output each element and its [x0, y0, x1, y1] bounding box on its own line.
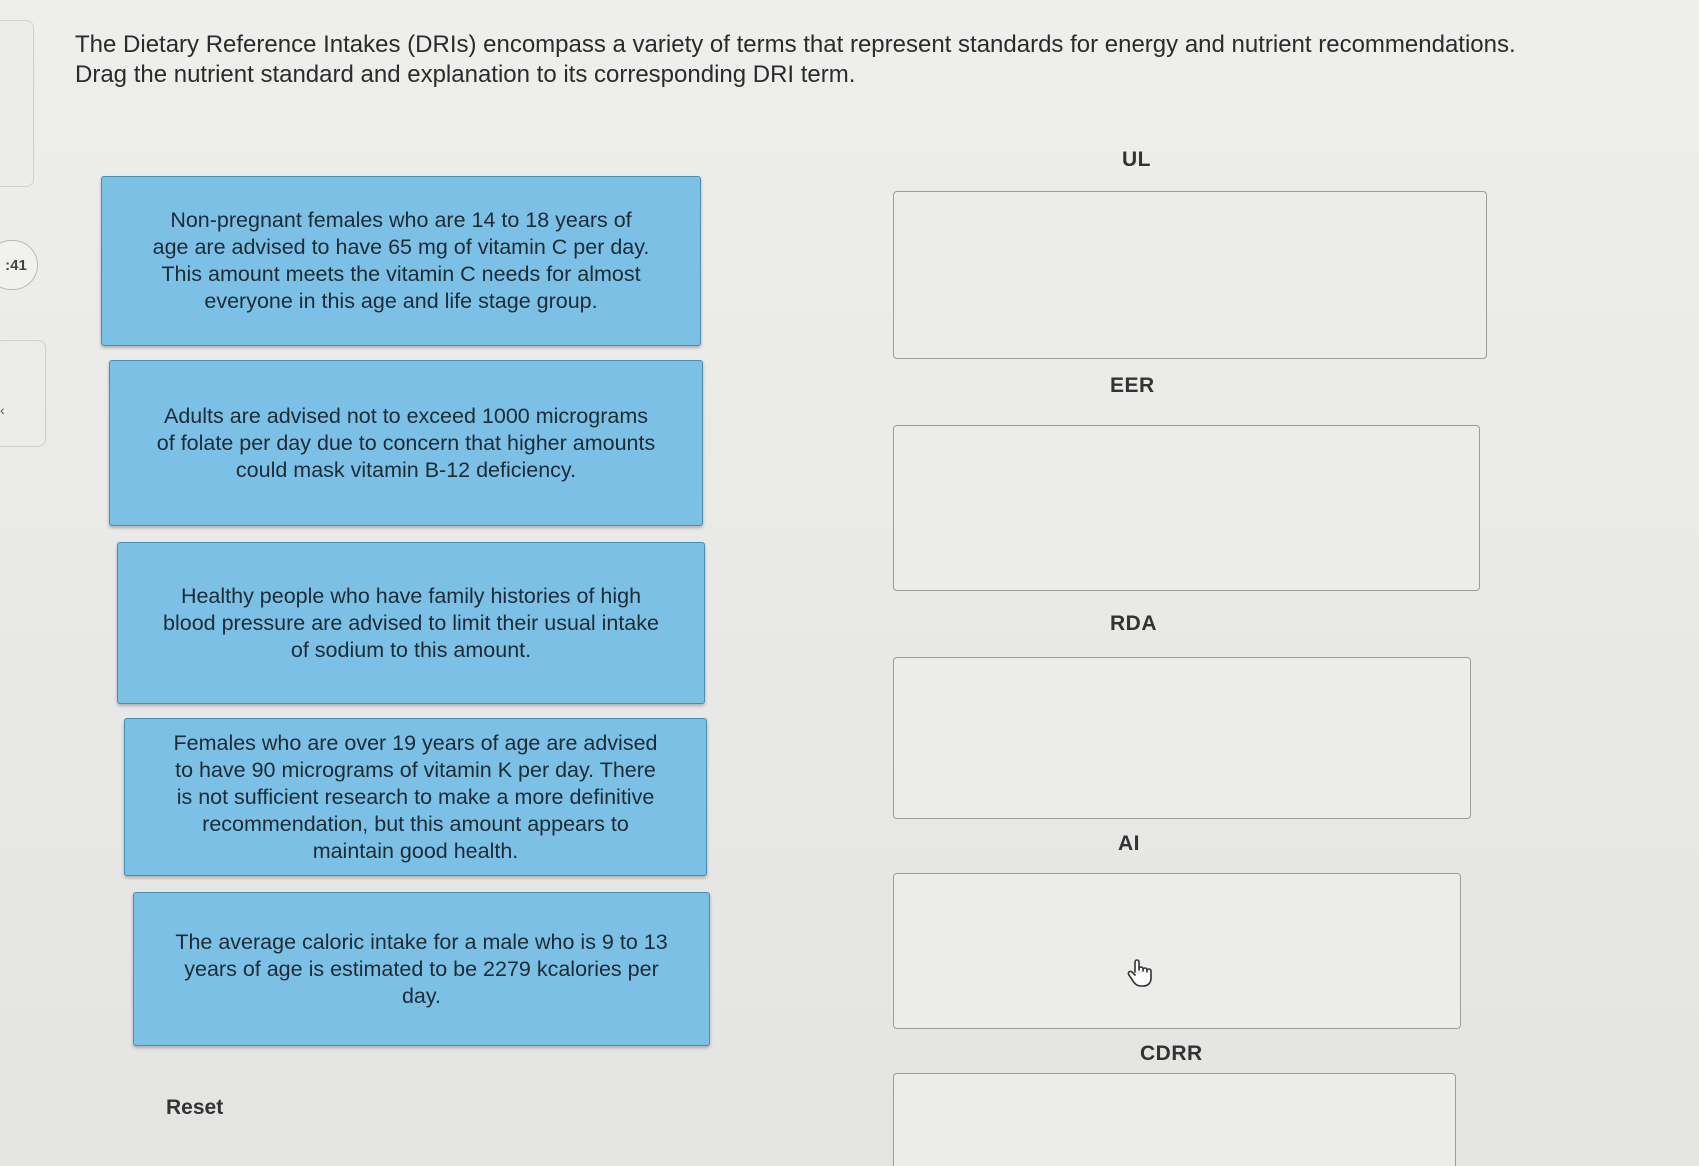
dropzone-cdrr[interactable]: [893, 1073, 1456, 1166]
term-label-rda: RDA: [1110, 612, 1157, 635]
instructions-line-2: Drag the nutrient standard and explanation to its corresponding DRI term.: [75, 61, 856, 88]
instructions-line-1: The Dietary Reference Intakes (DRIs) encompass a variety of terms that represent standards for energy and nutrient recommendations.: [75, 31, 1516, 58]
timer-badge: [0, 240, 38, 290]
term-label-ul: UL: [1122, 148, 1151, 171]
reset-button[interactable]: Reset: [166, 1096, 224, 1119]
draggable-card-sodium[interactable]: [117, 542, 705, 704]
draggable-card-calories[interactable]: [133, 892, 710, 1046]
card-text-line: years of age is estimated to be 2279 kcalories per: [184, 956, 659, 981]
card-text-line: The average caloric intake for a male who is 9 to 13: [175, 929, 668, 954]
left-edge-panel-lower: [0, 340, 46, 447]
draggable-card-vitamin-k[interactable]: [124, 718, 707, 876]
card-text-line: Adults are advised not to exceed 1000 micrograms: [163, 403, 648, 428]
card-text-line: of folate per day due to concern that higher amounts: [156, 430, 656, 455]
card-text-line: Healthy people who have family histories of high: [180, 583, 642, 608]
card-text-line: maintain good health.: [312, 838, 519, 863]
dropzone-rda[interactable]: [893, 657, 1471, 819]
dropzone-ai[interactable]: [893, 873, 1461, 1029]
dropzone-ul[interactable]: [893, 191, 1487, 359]
card-text-line: day.: [401, 983, 442, 1008]
left-edge-panel: [0, 20, 34, 187]
card-text-line: could mask vitamin B-12 deficiency.: [235, 457, 577, 482]
card-text-line: This amount meets the vitamin C needs for almost: [161, 262, 641, 286]
card-text-line: to have 90 micrograms of vitamin K per day. There: [175, 757, 656, 782]
card-text-line: of sodium to this amount.: [290, 637, 532, 662]
draggable-card-folate[interactable]: [109, 360, 703, 526]
term-label-cdrr: CDRR: [1140, 1042, 1203, 1065]
card-text-line: recommendation, but this amount appears to: [202, 811, 629, 836]
collapse-icon[interactable]: ‹: [0, 402, 5, 418]
card-text-line: Non-pregnant females who are 14 to 18 years of: [170, 208, 632, 232]
card-text-line: everyone in this age and life stage group.: [204, 289, 598, 313]
card-text-line: is not sufficient research to make a more definitive: [176, 784, 655, 809]
hand-cursor-icon: [1126, 958, 1154, 988]
card-text-line: blood pressure are advised to limit their usual intake: [163, 610, 659, 635]
term-label-ai: AI: [1118, 832, 1140, 855]
card-text-line: Females who are over 19 years of age are advised: [173, 730, 658, 755]
dropzone-eer[interactable]: [893, 425, 1480, 591]
timer-text: :41: [5, 256, 27, 274]
card-text-line: age are advised to have 65 mg of vitamin C per day.: [152, 235, 650, 259]
question-instructions: [75, 30, 1675, 90]
term-label-eer: EER: [1110, 374, 1155, 397]
draggable-card-vitamin-c[interactable]: [101, 176, 701, 346]
